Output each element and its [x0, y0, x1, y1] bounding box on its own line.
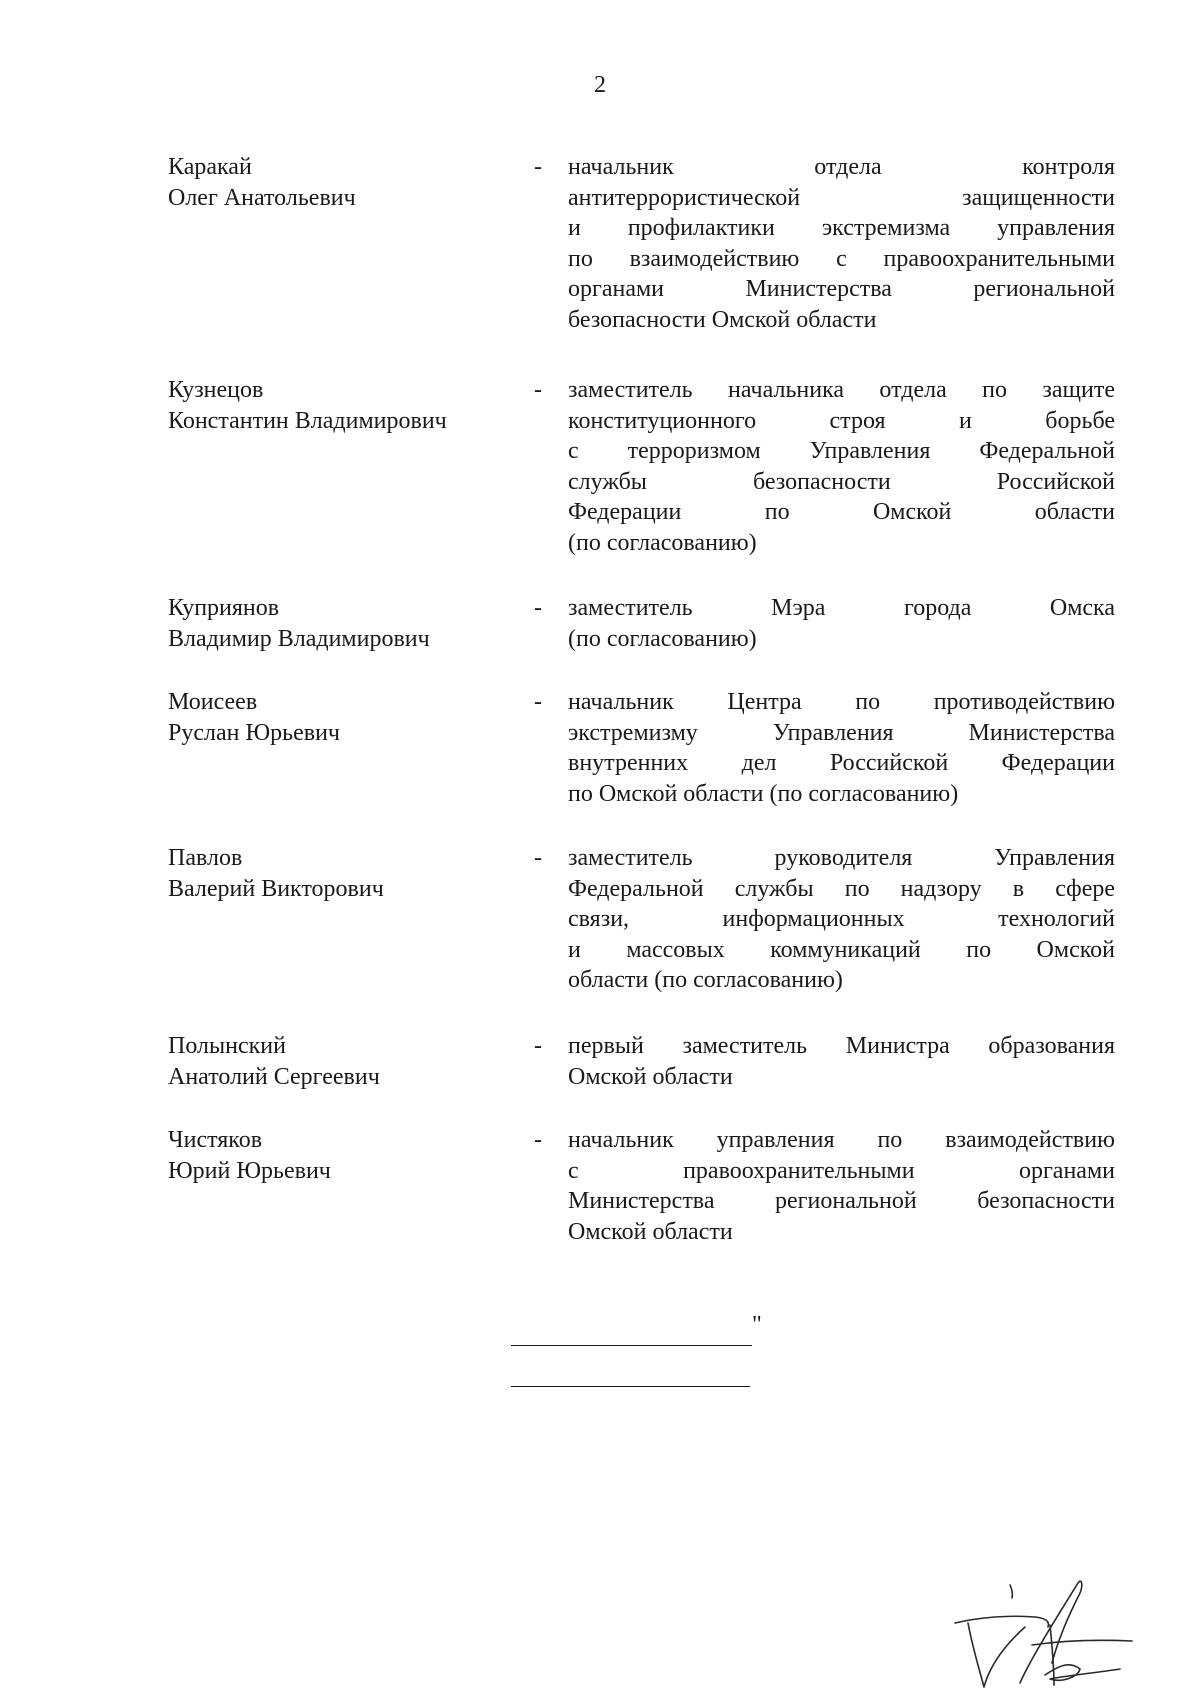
- position-line: заместитель Мэра города Омска: [568, 595, 1115, 621]
- position-line: по взаимодействию с правоохранительными: [568, 245, 1115, 272]
- member-given-name: Владимир Владимирович: [168, 625, 430, 652]
- position-line: Федеральной службы по надзору в сфере: [568, 875, 1115, 902]
- position-line: (по согласованию): [568, 529, 757, 556]
- position-line: Омской области: [568, 1063, 733, 1090]
- position-line: органами Министерства региональной: [568, 276, 1115, 302]
- member-surname: Куприянов: [168, 595, 280, 621]
- position-line: связи, информационных технологий: [568, 906, 1115, 932]
- position-line: службы безопасности Российской: [568, 468, 1115, 495]
- position-line: Федерации по Омской области: [568, 499, 1115, 525]
- entry-dash: -: [534, 689, 542, 715]
- member-given-name: Юрий Юрьевич: [168, 1157, 331, 1184]
- entry-dash: -: [534, 845, 542, 871]
- position-line: безопасности Омской области: [568, 306, 877, 333]
- member-name: [168, 843, 528, 904]
- position-line: антитеррористической защищенности: [568, 184, 1115, 211]
- position-line: области (по согласованию): [568, 967, 843, 993]
- member-position: [568, 1031, 1115, 1092]
- position-line: (по согласованию): [568, 625, 757, 652]
- entry-dash: -: [534, 595, 542, 621]
- member-position: [568, 843, 1115, 996]
- entry-dash: -: [534, 377, 542, 403]
- position-line: заместитель руководителя Управления: [568, 845, 1115, 871]
- position-line: и массовых коммуникаций по Омской: [568, 936, 1115, 963]
- position-line: конституционного строя и борьбе: [568, 407, 1115, 434]
- position-line: заместитель начальника отдела по защите: [568, 377, 1115, 403]
- position-line: начальник Центра по противодействию: [568, 689, 1115, 715]
- page-number: 2: [594, 72, 606, 98]
- member-surname: Кузнецов: [168, 377, 264, 403]
- member-surname: Полынский: [168, 1033, 286, 1059]
- position-line: экстремизму Управления Министерства: [568, 719, 1115, 746]
- position-line: с правоохранительными органами: [568, 1157, 1115, 1184]
- member-name: [168, 687, 528, 748]
- position-line: первый заместитель Министра образования: [568, 1033, 1115, 1059]
- signature-mark: [950, 1565, 1140, 1695]
- member-surname: Павлов: [168, 845, 243, 871]
- member-name: [168, 375, 528, 436]
- member-name: [168, 593, 528, 654]
- member-surname: Моисеев: [168, 689, 258, 715]
- member-position: [568, 687, 1115, 809]
- member-given-name: Валерий Викторович: [168, 875, 384, 902]
- position-line: и профилактики экстремизма управления: [568, 215, 1115, 241]
- entry-dash: -: [534, 1033, 542, 1059]
- position-line: по Омской области (по согласованию): [568, 780, 959, 807]
- end-rule-upper: [511, 1345, 752, 1346]
- entry-dash: -: [534, 154, 542, 180]
- end-rule-lower: [511, 1386, 750, 1387]
- position-line: Омской области: [568, 1218, 733, 1245]
- position-line: внутренних дел Российской Федерации: [568, 750, 1115, 776]
- member-position: [568, 152, 1115, 335]
- position-line: начальник управления по взаимодействию: [568, 1127, 1115, 1153]
- member-position: [568, 1125, 1115, 1247]
- entry-dash: -: [534, 1127, 542, 1153]
- position-line: с терроризмом Управления Федеральной: [568, 438, 1115, 464]
- member-name: [168, 1031, 528, 1092]
- member-surname: Чистяков: [168, 1127, 263, 1153]
- position-line: начальник отдела контроля: [568, 154, 1115, 180]
- position-line: Министерства региональной безопасности: [568, 1188, 1115, 1214]
- member-name: [168, 1125, 528, 1186]
- member-position: [568, 593, 1115, 654]
- member-position: [568, 375, 1115, 558]
- member-surname: Каракай: [168, 154, 252, 180]
- member-given-name: Анатолий Сергеевич: [168, 1063, 380, 1090]
- member-given-name: Константин Владимирович: [168, 407, 447, 434]
- member-given-name: Олег Анатольевич: [168, 184, 356, 211]
- closing-quote: ": [752, 1312, 762, 1338]
- member-name: [168, 152, 528, 213]
- member-given-name: Руслан Юрьевич: [168, 719, 340, 746]
